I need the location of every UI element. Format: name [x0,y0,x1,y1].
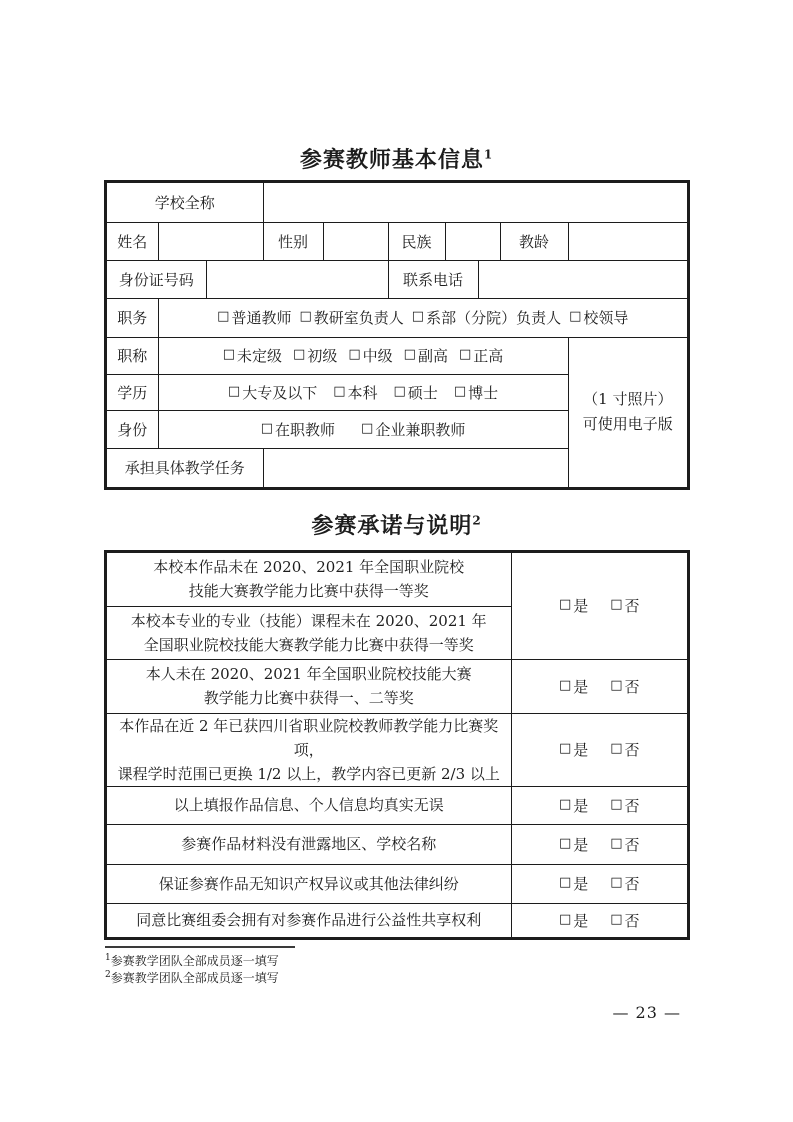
footnote-2-text: 参赛教学团队全部成员逐一填写 [110,971,279,985]
option-label: 初级 [307,347,338,365]
table-row [106,659,688,713]
school-name-input[interactable] [263,182,688,222]
footnote-2 [105,970,279,987]
footnotes [105,953,279,987]
checkbox-icon[interactable]: □ [558,677,572,693]
commitment-answer-6 [511,824,688,864]
no-label: 否 [624,875,640,893]
option-label: 硕士 [407,383,438,402]
table-row [106,552,688,606]
no-checkbox-option[interactable] [610,910,639,931]
commitment-answer-1-2 [511,552,688,659]
commitment-table [105,551,689,939]
section2-title-text: 参赛承诺与说明 [311,513,473,539]
section2-title-footnote-ref: 2 [472,513,482,528]
teacher-info-table [105,181,689,489]
position-options-cell [158,298,688,337]
table-row [106,903,688,938]
yes-label: 是 [573,677,589,696]
checkbox-icon[interactable]: □ [333,383,346,399]
commitment-statement-4: 本作品在近 2 年已获四川省职业院校教师教学能力比赛奖项， 课程学时范围已更换 1/2 以上，教学内容已更新 2/3 以上 [106,713,511,786]
checkbox-icon[interactable]: □ [403,347,416,362]
checkbox-icon[interactable]: □ [569,309,582,324]
checkbox-icon[interactable]: □ [610,911,623,927]
yes-checkbox-option[interactable] [559,873,588,894]
no-checkbox-option[interactable] [610,595,639,616]
gender-label: 性别 [263,222,323,260]
table-row [106,260,688,298]
no-checkbox-option[interactable] [610,676,639,697]
no-label: 否 [624,677,640,696]
no-label: 否 [624,741,640,759]
ethnicity-input[interactable] [445,222,500,260]
yes-checkbox-option[interactable] [559,676,588,697]
identity-label: 身份 [106,410,158,448]
table-row [106,864,688,903]
table-row [106,786,688,824]
section1-title-text: 参赛教师基本信息 [299,147,484,173]
yes-label: 是 [573,875,589,893]
no-checkbox-option[interactable] [610,739,639,760]
option-label: 大专及以下 [242,383,318,402]
page-number: — 23 — [612,1003,681,1022]
identity-options-cell [158,410,568,448]
teaching-task-input[interactable] [263,448,568,488]
checkbox-icon[interactable]: □ [453,383,467,399]
ethnicity-label: 民族 [388,222,445,260]
checkbox-icon[interactable]: □ [610,597,623,613]
footnote-1-text: 参赛教学团队全部成员逐一填写 [110,954,279,968]
commitment-statement-2: 本校本专业的专业（技能）课程未在 2020、2021 年 全国职业院校技能大赛教学能力比赛中获得一等奖 [106,606,511,659]
checkbox-icon[interactable]: □ [610,835,623,851]
identity-option-enterprise-parttime-teacher[interactable] [361,419,465,440]
table-row [106,337,688,374]
position-option-department-head[interactable] [412,307,561,328]
school-name-label: 学校全称 [106,182,263,222]
commitment-answer-5 [511,786,688,824]
prof-title-option-full-senior[interactable] [459,345,503,366]
yes-label: 是 [573,835,589,854]
yes-label: 是 [573,911,589,930]
photo-placeholder [568,337,688,488]
checkbox-icon[interactable]: □ [299,309,312,324]
option-label: 未定级 [237,347,283,365]
table-row [106,713,688,786]
yes-label: 是 [573,597,589,616]
checkbox-icon[interactable]: □ [393,383,406,399]
commitment-statement-8: 同意比赛组委会拥有对参赛作品进行公益性共享权利 [106,903,511,938]
commitment-answer-4 [511,713,688,786]
option-label: 校领导 [583,309,629,327]
position-option-teaching-office-head[interactable] [299,307,403,328]
footnote-separator [105,946,295,948]
position-option-school-leader[interactable] [569,307,628,328]
position-label: 职务 [106,298,158,337]
section1-title-footnote-ref: 1 [483,147,494,162]
id-number-input[interactable] [206,260,388,298]
checkbox-icon[interactable]: □ [411,309,425,324]
commitment-statement-1: 本校本作品未在 2020、2021 年全国职业院校 技能大赛教学能力比赛中获得一等奖 [106,552,511,606]
no-label: 否 [624,911,640,930]
section2-title [0,509,793,540]
education-option-doctor[interactable] [454,382,498,403]
checkbox-icon[interactable]: □ [610,796,623,812]
checkbox-icon[interactable]: □ [260,420,273,436]
name-label: 姓名 [106,222,158,260]
option-label: 企业兼职教师 [375,420,466,439]
checkbox-icon[interactable]: □ [293,347,306,362]
photo-note-line1: （1 寸照片） [583,390,673,409]
checkbox-icon[interactable]: □ [610,741,623,756]
phone-label: 联系电话 [388,260,478,298]
footnote-2-marker: 2 [105,970,111,980]
yes-checkbox-option[interactable] [559,834,588,855]
education-option-master[interactable] [394,382,438,403]
gender-input[interactable] [323,222,388,260]
checkbox-icon[interactable]: □ [610,875,623,890]
option-label: 在职教师 [275,420,336,439]
checkbox-icon[interactable]: □ [558,796,572,812]
yes-checkbox-option[interactable] [559,795,588,816]
checkbox-icon[interactable]: □ [217,309,230,324]
position-option-ordinary-teacher[interactable] [217,307,291,328]
teaching-task-label: 承担具体教学任务 [106,448,263,488]
identity-option-incumbent-teacher[interactable] [261,419,335,440]
no-checkbox-option[interactable] [610,795,639,816]
checkbox-icon[interactable]: □ [558,875,572,890]
yes-checkbox-option[interactable] [559,910,588,931]
no-label: 否 [624,597,640,616]
prof-title-options-cell [158,337,568,374]
footnote-1-marker: 1 [105,953,111,963]
education-option-bachelor[interactable] [333,382,377,403]
option-label: 普通教师 [231,309,292,327]
option-label: 教研室负责人 [313,309,404,327]
id-number-label: 身份证号码 [106,260,206,298]
checkbox-icon[interactable]: □ [222,347,236,362]
education-option-college-or-below[interactable] [228,382,317,403]
phone-input[interactable] [478,260,688,298]
checkbox-icon[interactable]: □ [361,420,374,436]
commitment-answer-3 [511,659,688,713]
checkbox-icon[interactable]: □ [227,383,241,399]
footnote-1 [105,953,279,970]
commitment-statement-3: 本人未在 2020、2021 年全国职业院校技能大赛 教学能力比赛中获得一、二等奖 [106,659,511,713]
commitment-answer-8 [511,903,688,938]
option-label: 博士 [468,383,499,402]
table-row [106,222,688,260]
checkbox-icon[interactable]: □ [558,835,572,851]
checkbox-icon[interactable]: □ [558,911,572,927]
prof-title-option-junior[interactable] [293,345,337,366]
commitment-statement-5: 以上填报作品信息、个人信息均真实无误 [106,786,511,824]
teaching-age-label: 教龄 [500,222,568,260]
checkbox-icon[interactable]: □ [558,741,572,756]
table-row [106,824,688,864]
prof-title-option-unrated[interactable] [223,345,282,366]
table-row [106,298,688,337]
prof-title-option-associate-senior[interactable] [404,345,448,366]
option-label: 中级 [362,347,393,365]
option-label: 本科 [347,383,378,402]
no-checkbox-option[interactable] [610,873,639,894]
checkbox-icon[interactable]: □ [610,677,623,693]
section1-title [0,143,793,174]
no-label: 否 [624,796,640,815]
checkbox-icon[interactable]: □ [558,597,572,613]
commitment-answer-7 [511,864,688,903]
name-input[interactable] [158,222,263,260]
option-label: 副高 [417,347,448,365]
yes-checkbox-option[interactable] [559,595,588,616]
checkbox-icon[interactable]: □ [348,347,361,362]
prof-title-option-intermediate[interactable] [348,345,392,366]
yes-label: 是 [573,741,589,759]
yes-label: 是 [573,796,589,815]
option-label: 系部（分院）负责人 [426,309,562,327]
table-row [106,182,688,222]
yes-checkbox-option[interactable] [559,739,588,760]
checkbox-icon[interactable]: □ [458,347,472,362]
commitment-statement-6: 参赛作品材料没有泄露地区、学校名称 [106,824,511,864]
education-label: 学历 [106,374,158,410]
no-label: 否 [624,835,640,854]
commitment-statement-7: 保证参赛作品无知识产权异议或其他法律纠纷 [106,864,511,903]
prof-title-label: 职称 [106,337,158,374]
no-checkbox-option[interactable] [610,834,639,855]
teaching-age-input[interactable] [568,222,688,260]
education-options-cell [158,374,568,410]
photo-note-line2: 可使用电子版 [582,415,673,434]
option-label: 正高 [473,347,504,365]
